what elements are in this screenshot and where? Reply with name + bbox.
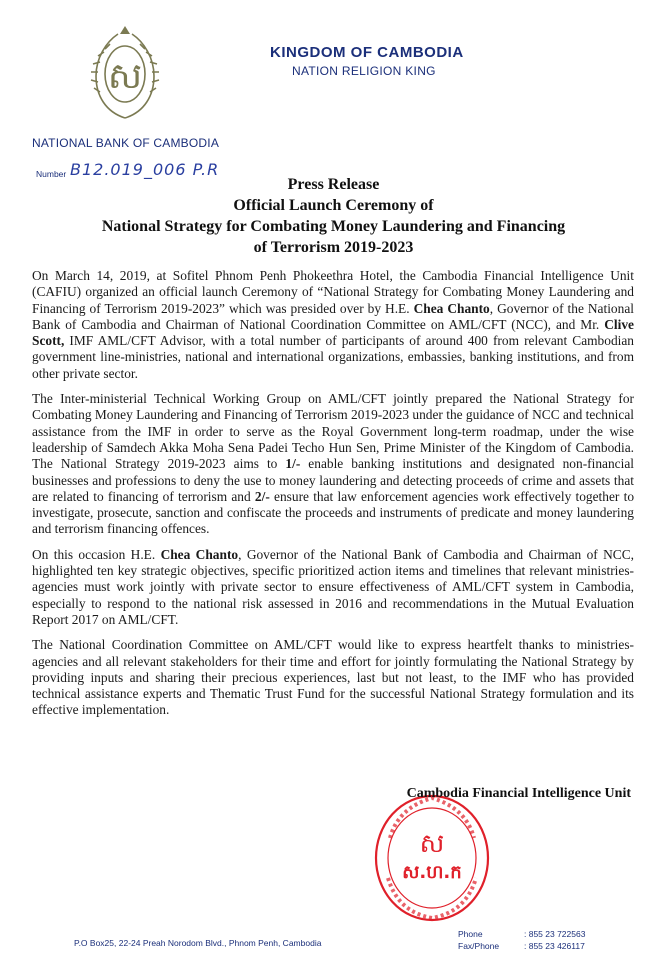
paragraph-2-text-e: ensure that law enforcement agencies work effectively together to investigate, prosecute, sanction and confiscate the proceeds and instruments of predicate and money laundering and terrorism financing offences. <box>32 488 635 537</box>
bank-name: NATIONAL BANK OF CAMBODIA <box>32 136 220 150</box>
paragraph-3 <box>32 547 634 628</box>
footer-phone-label: Phone <box>458 929 483 939</box>
paragraph-1-text-c: , Governor of the National Bank of Cambodia and Chairman of National Coordination Committee on AML/CFT (NCC), and Mr. <box>32 300 634 332</box>
kingdom-heading: KINGDOM OF CAMBODIA <box>270 44 464 61</box>
signatory-unit: Cambodia Financial Intelligence Unit <box>406 786 631 801</box>
reference-number-label: Number <box>36 169 67 179</box>
paragraph-3-text-a: On this occasion H.E. <box>32 546 161 562</box>
person-name-clive-scott: Clive Scott, <box>32 316 634 349</box>
document-title-line-3: of Terrorism 2019-2023 <box>253 239 414 256</box>
motto-heading: NATION RELIGION KING <box>292 64 436 78</box>
person-name-chea-chanto: Chea Chanto <box>413 300 490 316</box>
objective-marker-1: 1/- <box>285 456 301 472</box>
paragraph-3-text-c: , Governor of the National Bank of Cambodia and Chairman of NCC, highlighted ten key strategic objectives, specific prioritized action items and timelines that relevant ministries-agencies must work jointly with private sector to ensure effectiveness of AML/CFT system in Cambodia, especially to respond to the national risk assessed in 2016 and recommendations in the Mutual Evaluation Report 2017 on AML/CFT. <box>32 546 635 627</box>
stamp-text: ស.ហ.ក <box>402 862 462 883</box>
footer-phone-value: : 855 23 722563 <box>524 929 586 939</box>
paragraph-1-text-e: IMF AML/CFT Advisor, with a total number of participants of around 400 from relevant Cambodian government line-ministries, national and international organizations, embassies, banking institutions, and from other private sector. <box>32 333 634 381</box>
press-release-body <box>32 268 634 728</box>
paragraph-2 <box>32 391 634 538</box>
svg-text:ស: ស <box>107 56 143 97</box>
press-release-title: Press Release <box>287 176 380 193</box>
footer-fax-value: : 855 23 426117 <box>524 941 585 951</box>
footer-address: P.O Box25, 22-24 Preah Norodom Blvd., Phnom Penh, Cambodia <box>74 938 322 948</box>
paragraph-4: The National Coordination Committee on AML/CFT would like to express heartfelt thanks to ministries-agencies and all relevant stakeholders for their time and effort for jointly formulating the National Strategy by providing inputs and sharing their precious experiences, last but not least, to the IMF who has provided technical assistance experts and Thematic Trust Fund for the successful National Strategy formulation and its effective implementation. <box>32 637 634 718</box>
paragraph-1-text-a: On March 14, 2019, at Sofitel Phnom Penh Phokeethra Hotel, the Cambodia Financial Intelligence Unit (CAFIU) organized an official launch Ceremony of “National Strategy for Combating Money Laundering and Financing of Terrorism 2019-2023” which was presided over by H.E. <box>32 268 634 316</box>
person-name-chea-chanto-2: Chea Chanto <box>160 546 239 562</box>
reference-number-value: B12.019_006 P.R <box>70 160 220 179</box>
paragraph-2-text-c: enable banking institutions and designated non-financial businesses and professions to deny the use to money laundering and detecting proceeds of crime and assets that are related to financing of terrorism and <box>32 456 634 504</box>
document-title-line-1: Official Launch Ceremony of <box>233 197 434 214</box>
svg-text:ស: ស <box>419 829 445 859</box>
paragraph-2-text-a: The Inter-ministerial Technical Working Group on AML/CFT jointly prepared the National Strategy for Combating Money Laundering and Financing of Terrorism 2019-2023 under the guidance of NCC and technical assistance from the IMF in order to serve as the Royal Government long-term roadmap, under the wise leadership of Samdech Akka Moha Sena Padei Techo Hun Sen, Prime Minister of the Kingdom of Cambodia. The National Strategy 2019-2023 aims to <box>32 391 634 472</box>
objective-marker-2: 2/- <box>254 488 270 504</box>
document-title-line-2: National Strategy for Combating Money Laundering and Financing <box>101 218 566 235</box>
national-bank-emblem-logo <box>86 22 164 122</box>
paragraph-1 <box>32 268 634 382</box>
official-red-stamp <box>372 786 492 926</box>
footer-fax-label: Fax/Phone <box>458 941 500 951</box>
